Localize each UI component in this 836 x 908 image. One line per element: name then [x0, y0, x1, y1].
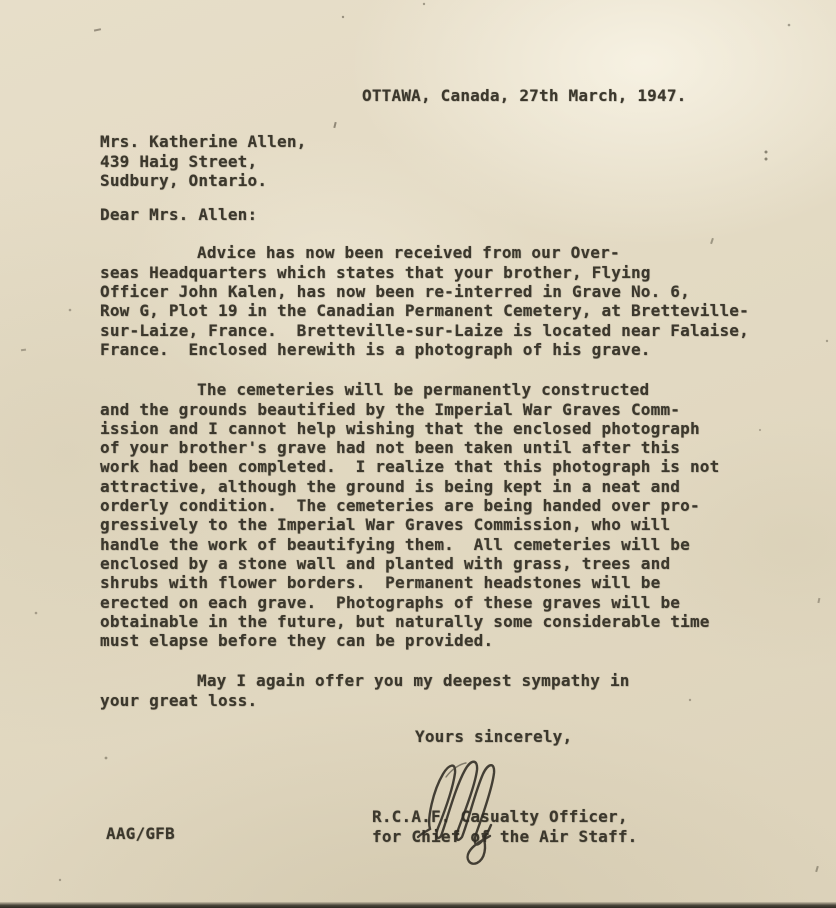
body-paragraph-1	[100, 243, 796, 359]
signature-block	[372, 807, 796, 846]
signer-authority: for Chief of the Air Staff.	[372, 826, 638, 846]
letter-line: must elapse before they can be provided.	[100, 631, 494, 651]
signer-title: R.C.A.F. Casualty Officer,	[372, 807, 628, 827]
letter-line: seas Headquarters which states that your brother, Flying	[100, 262, 651, 282]
body-paragraph-2	[100, 380, 796, 650]
letter-line: handle the work of beautifying them. All cemeteries will be	[100, 534, 690, 554]
letter-line: Officer John Kalen, has now been re-interred in Grave No. 6,	[100, 282, 690, 302]
letter-line: orderly condition. The cemeteries are being handed over pro-	[100, 496, 700, 516]
recipient-city: Sudbury, Ontario.	[100, 170, 268, 190]
recipient-address	[100, 132, 796, 190]
letter-line: Advice has now been received from our Over-	[197, 243, 620, 263]
letter-line: your great loss.	[100, 690, 258, 710]
dateline: OTTAWA, Canada, 27th March, 1947.	[362, 86, 687, 105]
letter-line: and the grounds beautified by the Imperial War Graves Comm-	[100, 399, 681, 419]
letter-line: gressively to the Imperial War Graves Commission, who will	[100, 515, 671, 535]
letter-line: obtainable in the future, but naturally some considerable time	[100, 611, 710, 631]
letter-line: of your brother's grave had not been taken until after this	[100, 438, 681, 458]
letter-line: ission and I cannot help wishing that the enclosed photograph	[100, 418, 700, 438]
recipient-street: 439 Haig Street,	[100, 151, 258, 171]
letter-line: shrubs with flower borders. Permanent headstones will be	[100, 573, 661, 593]
salutation: Dear Mrs. Allen:	[100, 205, 258, 225]
letter-line: Row G, Plot 19 in the Canadian Permanent Cemetery, at Bretteville-	[100, 301, 749, 321]
recipient-name: Mrs. Katherine Allen,	[100, 132, 307, 152]
reference-initials: AAG/GFB	[106, 824, 175, 843]
letter-line: erected on each grave. Photographs of these graves will be	[100, 592, 681, 612]
letter-line: attractive, although the ground is being kept in a neat and	[100, 476, 681, 496]
body-paragraph-3	[100, 671, 796, 710]
scan-edge-bottom	[0, 902, 836, 908]
letter-line: France. Enclosed herewith is a photograph of his grave.	[100, 339, 651, 359]
letter-line: work had been completed. I realize that this photograph is not	[100, 457, 720, 477]
letter-content	[100, 86, 796, 846]
letter-line: The cemeteries will be permanently constructed	[197, 380, 650, 400]
letter-line: May I again offer you my deepest sympathy in	[197, 671, 630, 691]
letter-line: sur-Laize, France. Bretteville-sur-Laize is located near Falaise,	[100, 320, 749, 340]
valediction: Yours sincerely,	[415, 727, 573, 747]
letter-line: enclosed by a stone wall and planted with grass, trees and	[100, 553, 671, 573]
